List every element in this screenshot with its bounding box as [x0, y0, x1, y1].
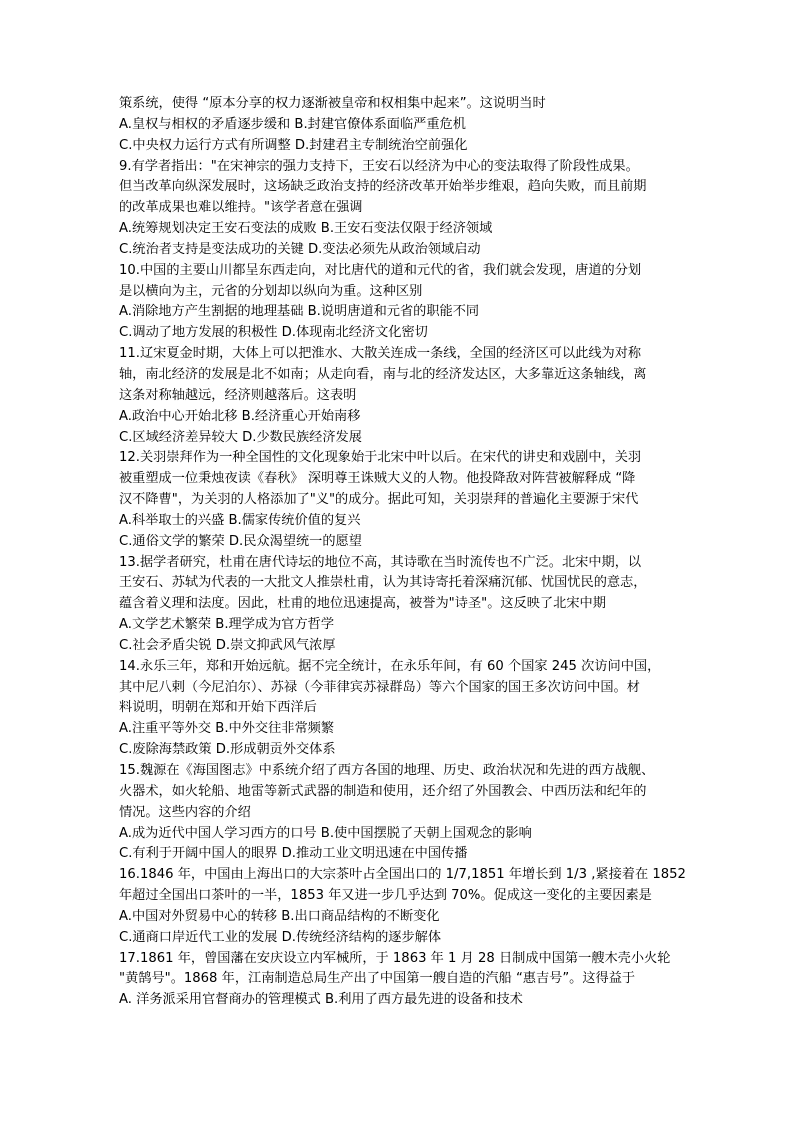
option-line: A.注重平等外交 B.中外交往非常频繁 [119, 721, 335, 737]
question-11-stem: 11.辽宋夏金时期，大体上可以把淮水、大散关连成一条线，全国的经济区可以此线为对称 [119, 346, 642, 362]
text-line: 王安石、苏轼为代表的一大批文人推崇杜甫，认为其诗寄托着深痛沉郁、忧国忧民的意志， [119, 575, 647, 591]
option-line: C.有利于开阔中国人的眼界 D.推动工业文明迅速在中国传播 [119, 846, 468, 862]
question-16-stem: 16.1846 年，中国由上海出口的大宗茶叶占全国出口的 1/7,1851 年增长到 1/3 ,紧接着在 1852 [119, 867, 686, 883]
text-line: 是以横向为主，元省的分划却以纵向为重。这种区别 [119, 283, 423, 299]
option-line: A.统筹规划决定王安石变法的成败 B.王安石变法仅限于经济领域 [119, 221, 493, 237]
option-line: C.通俗文学的繁荣 D.民众渴望统一的愿望 [119, 533, 362, 549]
question-12-stem: 12.关羽崇拜作为一种全国性的文化现象始于北宋中叶以后。在宋代的讲史和戏剧中，关羽 [119, 450, 642, 466]
text-line: 这条对称轴越远，经济则越落后。这表明 [119, 387, 357, 403]
text-line: 其中尼八剌（今尼泊尔）、苏禄（今菲律宾苏禄群岛）等六个国家的国王多次访问中国。材 [119, 679, 640, 695]
text-line: "黄鹄号"。1868 年，江南制造总局生产出了中国第一艘自造的汽船 “惠吉号”。这得益于 [119, 971, 636, 987]
option-line: A.消除地方产生割据的地理基础 B.说明唐道和元省的职能不同 [119, 304, 480, 320]
option-line: A.文学艺术繁荣 B.理学成为官方哲学 [119, 617, 335, 633]
text-line: 轴，南北经济的发展是北不如南；从走向看，南与北的经济发达区，大多靠近这条轴线，离 [119, 366, 647, 382]
text-line: 蕴含着义理和法度。因此，杜甫的地位迅速提高，被誉为"诗圣"。这反映了北宋中期 [119, 596, 606, 612]
text-line: 火器术，如火轮船、地雷等新式武器的制造和使用，还介绍了外国教会、中西历法和纪年的 [119, 783, 647, 799]
option-line: A.政治中心开始北移 B.经济重心开始南移 [119, 408, 361, 424]
document-page [119, 94, 686, 1011]
option-line: A.成为近代中国人学习西方的口号 B.使中国摆脱了天朝上国观念的影响 [119, 825, 532, 841]
text-line: 情况。这些内容的介绍 [119, 804, 251, 820]
option-line: A.中国对外贸易中心的转移 B.出口商品结构的不断变化 [119, 908, 440, 924]
option-line: C.中央权力运行方式有所调整 D.封建君主专制统治空前强化 [119, 137, 468, 153]
question-17-stem: 17.1861 年，曾国藩在安庆设立内军械所，于 1863 年 1 月 28 日制成中国第一艘木壳小火轮 [119, 950, 671, 966]
question-13-stem: 13.据学者研究，杜甫在唐代诗坛的地位不高，其诗歌在当时流传也不广泛。北宋中期，以 [119, 554, 642, 570]
text-line: 策系统，使得 “原本分享的权力逐渐被皇帝和权相集中起来”。这说明当时 [119, 96, 546, 111]
text-line: 被重塑成一位秉烛夜读《春秋》 深明尊王诛贼大义的人物。他投降敌对阵营被解释成 “降 [119, 471, 636, 487]
option-line: A. 洋务派采用官督商办的管理模式 B.利用了西方最先进的设备和技术 [119, 992, 523, 1008]
question-10-stem: 10.中国的主要山川都呈东西走向，对比唐代的道和元代的省，我们就会发现，唐道的分划 [119, 262, 642, 278]
option-line: A.科举取士的兴盛 B.儒家传统价值的复兴 [119, 512, 361, 528]
question-14-stem: 14.永乐三年，郑和开始远航。据不完全统计，在永乐年间，有 60 个国家 245 次访问中国， [119, 658, 661, 674]
text-line: 年超过全国出口茶叶的一半，1853 年又进一步几乎达到 70%。促成这一变化的主要因素是 [119, 888, 652, 904]
text-line: 料说明，明朝在郑和开始下西洋后 [119, 700, 317, 716]
question-15-stem: 15.魏源在《海国图志》中系统介绍了西方各国的地理、历史、政治状况和先进的西方战舰、 [119, 763, 655, 778]
text-line: 的改革成果也难以维持。"该学者意在强调 [119, 200, 363, 216]
option-line: C.调动了地方发展的积极性 D.体现南北经济文化密切 [119, 325, 428, 341]
question-9-stem: 9.有学者指出："在宋神宗的强力支持下，王安石以经济为中心的变法取得了阶段性成果。 [119, 158, 639, 174]
option-line: C.社会矛盾尖锐 D.崇文抑武风气浓厚 [119, 637, 336, 653]
option-line: C.废除海禁政策 D.形成朝贡外交体系 [119, 742, 336, 758]
option-line: C.统治者支持是变法成功的关键 D.变法必须先从政治领域启动 [119, 241, 481, 257]
option-line: A.皇权与相权的矛盾逐步缓和 B.封建官僚体系面临严重危机 [119, 116, 466, 132]
option-line: C.通商口岸近代工业的发展 D.传统经济结构的逐步解体 [119, 929, 442, 945]
option-line: C.区域经济差异较大 D.少数民族经济发展 [119, 429, 362, 445]
text-line: 但当改革向纵深发展时，这场缺乏政治支持的经济改革开始举步维艰，趋向失败，而且前期 [119, 179, 647, 195]
text-line: 汉不降曹"，为关羽的人格添加了"义"的成分。据此可知，关羽崇拜的普遍化主要源于宋代 [119, 492, 639, 508]
